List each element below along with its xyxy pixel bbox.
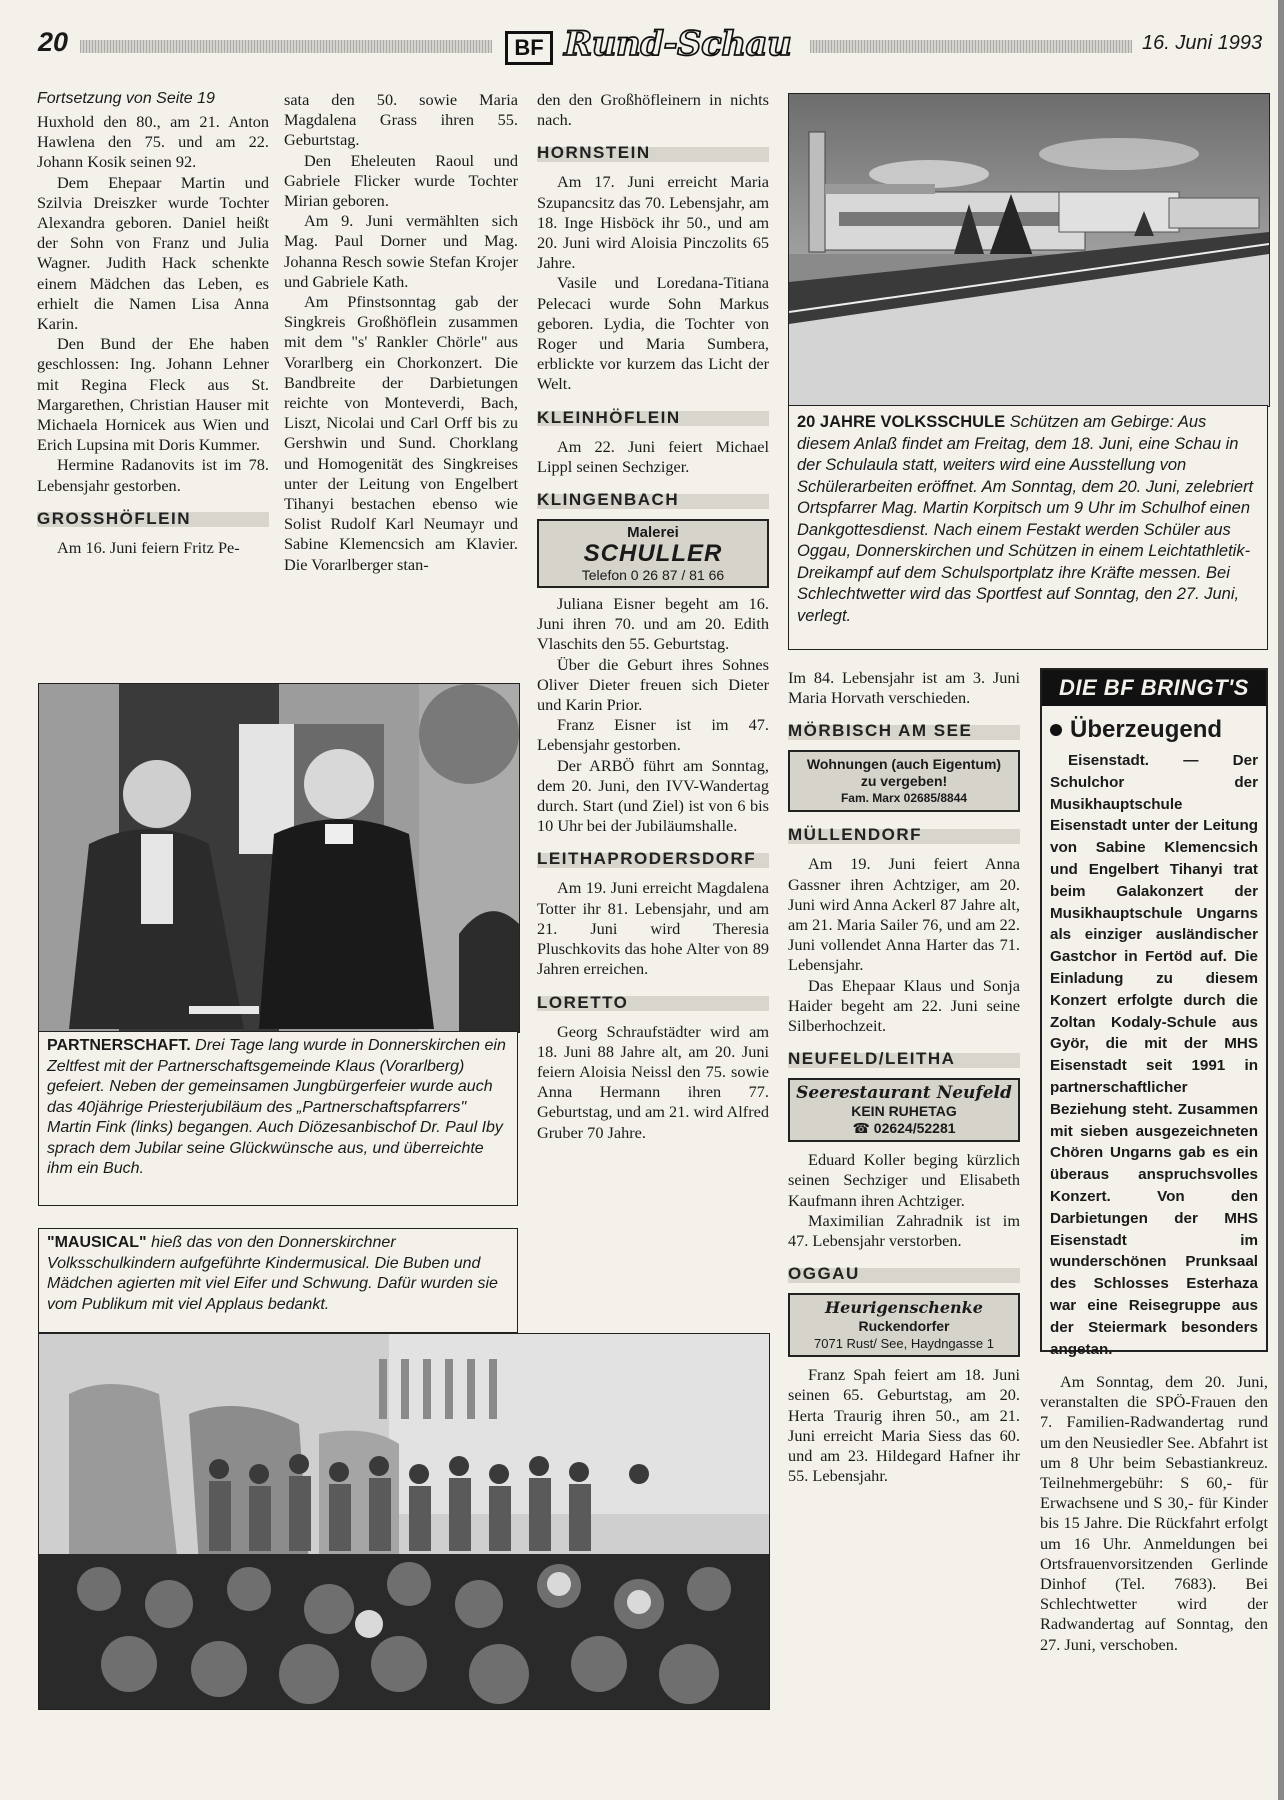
col3-paragraph: Am 22. Juni feiert Michael Lippl seinen Sechziger. <box>537 436 769 476</box>
caption-text: Drei Tage lang wurde in Donnerskirchen ein Zeltfest mit der Partnerschaftsgemeinde Klaus (Vorarlberg) gefeiert. Neben der gemeinsamen Jungbürgerfeier wurde auch das 40jährige Priesterjubiläum des „Partnerschaftspfarrers" Martin Fink (links) begangen. Auch Diözesanbischof Dr. Paul Iby sprach dem Jubilar seine Glückwünsche aus, und überreichte ihm ein Buch. <box>47 1037 506 1177</box>
col5-paragraph: Am Sonntag, dem 20. Juni, veranstalten die SPÖ-Frauen den 7. Familien-Radwandertag rund um den Neusiedler See. Abfahrt ist um 8 Uhr beim Sebastiankreuz. Teilnehmergebühr: S 60,- für Erwachsene und S 30,- für Kinder bis 15 Jahre. Die Rückfahrt erfolgt um 16 Uhr. Anmeldungen bei Ortsfrauenvorsitzenden Gerlinde Dinhof (Tel. 7683). Bei Schlechtwetter wird der Radwandertag auf Sonntag, den 27. Juni, verschoben. <box>1040 1372 1268 1654</box>
caption-text: hieß das von den Donnerskirchner Volksschulkindern aufgeführte Kindermusical. Die Buben und Mädchen agierten mit viel Eifer und Schwung. Dafür wurden sie vom Publikum mit viel Applaus bedankt. <box>47 1234 498 1313</box>
ad-heurigenschenke <box>788 1293 1020 1357</box>
ad-line: ☎ 02624/52281 <box>852 1120 956 1137</box>
col4-paragraph: Am 19. Juni feiert Anna Gassner ihren Achtziger, am 20. Juni wird Anna Ackerl 87 Jahre alt, am 21. Maria Sailer 76, und am 22. Juni vollendet Anna Harter das 71. Lebensjahr. <box>788 854 1020 975</box>
musical-photo <box>38 1333 770 1710</box>
school-building-photo <box>788 93 1270 407</box>
rundschau-logo: Rund-Schau <box>564 24 792 64</box>
col4-paragraph: Franz Spah feiert am 18. Juni seinen 65. Geburtstag, am 20. Herta Traurig ihren 50., am 21. Juni erreicht Maria Siess das 60. und am 23. Hildegard Hafner ihr 55. Lebensjahr. <box>788 1365 1020 1486</box>
ad-line: Fam. Marx 02685/8844 <box>840 791 968 806</box>
section-heading-klingenbach: KLINGENBACH <box>537 487 769 513</box>
section-heading-loretto: LORETTO <box>537 990 769 1016</box>
ad-line: KEIN RUHETAG <box>851 1103 957 1120</box>
caption-bold: "MAUSICAL" <box>47 1234 147 1251</box>
col3-paragraph: Franz Eisner ist im 47. Lebensjahr gestorben. <box>537 715 769 755</box>
column-3 <box>537 90 769 1143</box>
bf-bringts-box <box>1040 668 1268 1358</box>
school-building-image <box>789 94 1269 406</box>
col2-paragraph: Am 9. Juni vermählten sich Mag. Paul Dorner und Mag. Johanna Resch sowie Stefan Krojer und Gabriele Kath. <box>284 211 518 291</box>
caption-text: Schützen am Gebirge: Aus diesem Anlaß findet am Freitag, dem 18. Juni, eine Schau in der Schulaula statt, weiters wird eine Ausstellung von Schülerarbeiten eröffnet. Am Sonntag, dem 20. Juni, zelebriert Ortspfarrer Mag. Martin Korpitsch um 9 Uhr im Schulhof einen Dankgottesdienst. Nach einem Festakt werden Schüler aus Oggau, Donnerskirchen und Schützen in einem Leichtathletik-Dreikampf auf dem Schulsportplatz ihre Kräfte messen. Bei Schlechtwetter wird das Sportfest auf Sonntag, den 27. Juni, verlegt. <box>797 413 1254 625</box>
section-heading-grosshoeflein: GROSSHÖFLEIN <box>37 506 269 532</box>
section-heading-neufeld: NEUFELD/LEITHA <box>788 1046 1020 1072</box>
ad-seerestaurant <box>788 1078 1020 1142</box>
col1-paragraph: Den Bund der Ehe haben geschlossen: Ing. Johann Lehner mit Regina Fleck aus St. Margarethen, Christian Hauser mit Michaela Hornicek aus Wien und Erich Lupsina mit Doris Kummer. <box>37 334 269 455</box>
bf-logo <box>505 31 553 65</box>
bf-logo-text: BF <box>514 35 544 60</box>
box-header: DIE BF BRINGT'S <box>1042 670 1266 706</box>
col1-paragraph: Dem Ehepaar Martin und Szilvia Dreiszker wurde Tochter Alexandra geboren. Daniel heißt der Sohn von Franz und Julia Wagner. Judith Hack schenkte einem Mädchen das Leben, es erhielt die Namen Lisa Anna Karin. <box>37 172 269 334</box>
section-heading-muellendorf: MÜLLENDORF <box>788 822 1020 848</box>
ad-line: 7071 Rust/ See, Haydngasse 1 <box>814 1336 994 1352</box>
ad-line: Wohnungen (auch Eigentum) <box>806 756 1002 773</box>
col2-paragraph: Den Eheleuten Raoul und Gabriele Flicker wurde Tochter Mirian geboren. <box>284 150 518 211</box>
ad-line: Telefon 0 26 87 / 81 66 <box>581 567 725 584</box>
col3-paragraph: Am 17. Juni erreicht Maria Szupancsitz das 70. Lebensjahr, am 18. Inge Hisböck ihr 50., und am 20. Juni wird Aloisia Pinczolits 65 Jahre. <box>537 172 769 273</box>
caption-bold: 20 JAHRE VOLKSSCHULE <box>797 413 1006 431</box>
partnerschaft-caption <box>38 1031 518 1206</box>
ad-malerei-schuller <box>537 519 769 588</box>
box-text: Eisenstadt. — Der Schulchor der Musikhauptschule Eisenstadt unter der Leitung von Sabine Klemencsich und Engelbert Tihanyi trat beim Galakonzert der Musikhauptschule Ungarns als einziger ausländischer Gastchor in Fertöd auf. Die Einladung zu diesem Konzert erfolgte durch die Zoltan Kodaly-Schule aus Györ, die mit der MHS Eisenstadt seit 1991 in partnerschaftlicher Beziehung steht. Zusammen mit sieben ausgezeichneten Chören Ungarns gab es ein überaus anspruchsvolles Konzert. Von den Darbietungen der MHS Eisenstadt im wunderschönen Prunksaal des Schlosses Esterhaza war eine Reisegruppe aus der Steiermark besonders angetan. <box>1050 752 1258 1358</box>
partnerschaft-image <box>39 684 519 1032</box>
col2-paragraph: sata den 50. sowie Maria Magdalena Grass ihren 55. Geburtstag. <box>284 90 518 150</box>
col1-paragraph: Huxhold den 80., am 21. Anton Hawlena den 75. und am 22. Johann Kosik seinen 92. <box>37 112 269 172</box>
caption-bold: PARTNERSCHAFT. <box>47 1037 191 1054</box>
col4-paragraph: Eduard Koller beging kürzlich seinen Sechziger und Elisabeth Kaufmann ihren Achtziger. <box>788 1150 1020 1210</box>
col4-paragraph: Im 84. Lebensjahr ist am 3. Juni Maria Horvath verschieden. <box>788 668 1020 708</box>
ad-wohnungen <box>788 750 1020 812</box>
header-rule-right <box>810 40 1132 53</box>
col3-paragraph: Der ARBÖ führt am Sonntag, dem 20. Juni, den IVV-Wandertag durch. Start (und Ziel) ist von 6 bis 10 Uhr bei der Jubiläumshalle. <box>537 755 769 836</box>
section-heading-moerbisch: MÖRBISCH AM SEE <box>788 718 1020 744</box>
section-heading-leithaprodersdorf: LEITHAPRODERSDORF <box>537 846 769 872</box>
musical-image <box>39 1334 769 1709</box>
header-rule-left <box>80 40 492 53</box>
column-1 <box>37 90 269 558</box>
column-5 <box>1040 1372 1268 1655</box>
bullet-icon <box>1050 724 1062 736</box>
ad-line: Heurigenschenke <box>825 1298 983 1318</box>
page-number: 20 <box>38 27 69 57</box>
section-heading-oggau: OGGAU <box>788 1261 1020 1287</box>
col4-paragraph: Maximilian Zahradnik ist im 47. Lebensjahr verstorben. <box>788 1210 1020 1251</box>
col4-paragraph: Das Ehepaar Klaus und Sonja Haider begeht am 22. Juni seine Silberhochzeit. <box>788 975 1020 1036</box>
column-4 <box>788 668 1020 1486</box>
col1-paragraph: Hermine Radanovits ist im 78. Lebensjahr gestorben. <box>37 455 269 495</box>
ad-line: SCHULLER <box>583 540 723 568</box>
ad-line: Ruckendorfer <box>858 1318 950 1335</box>
ad-line: Malerei <box>627 524 679 542</box>
box-title: Überzeugend <box>1070 716 1223 743</box>
col3-paragraph: Am 19. Juni erreicht Magdalena Totter ihr 81. Lebensjahr, und am 21. Juni wird Theresia Pluschkovits das hohe Alter von 89 Jahren erreichen. <box>537 878 769 979</box>
col3-paragraph: Georg Schraufstädter wird am 18. Juni 88 Jahre alt, am 20. Juni feiern Aloisia Neissl den 75. sowie Anna Hermann ihren 77. Geburtstag, und am 21. wird Alfred Gruber 70 Jahre. <box>537 1021 769 1142</box>
section-heading-kleinhoeflein: KLEINHÖFLEIN <box>537 405 769 431</box>
partnerschaft-photo <box>38 683 520 1033</box>
column-2 <box>284 90 518 575</box>
col3-paragraph: Juliana Eisner begeht am 16. Juni ihren 70. und am 20. Edith Vlaschits den 55. Geburtstag. <box>537 594 769 654</box>
section-heading-hornstein: HORNSTEIN <box>537 140 769 166</box>
col3-paragraph: Über die Geburt ihres Sohnes Oliver Dieter freuen sich Dieter und Karin Prior. <box>537 654 769 715</box>
school-photo-caption <box>788 405 1268 650</box>
col2-paragraph: Am Pfinstsonntag gab der Singkreis Großhöflein zusammen mit dem "s' Rankler Chörle" aus Vorarlberg ein Chorkonzert. Die Bandbreite der Darbietungen reichte von Monteverdi, Bach, Liszt, Nicolai und Carl Orff bis zu Gershwin und Sund. Chorklang und Homogenität des Singkreises unter der Leitung von Engelbert Tihanyi bestachen ebenso wie Solist Rudolf Karl Neumayr und Sabine Klemencsich am Klavier. Die Vorarlberger stan- <box>284 292 518 574</box>
ad-line: Seerestaurant Neufeld <box>796 1083 1012 1104</box>
issue-date: 16. Juni 1993 <box>1142 32 1263 54</box>
col3-paragraph: den den Großhöfleinern in nichts nach. <box>537 90 769 130</box>
col3-paragraph: Vasile und Loredana-Titiana Pelecaci wurde Sohn Markus geboren. Lydia, die Tochter von Roger und Maria Sumbera, erblickte vor kurzem das Licht der Welt. <box>537 273 769 394</box>
page-edge <box>1278 0 1284 1800</box>
ad-line: zu vergeben! <box>860 773 948 790</box>
continued-note: Fortsetzung von Seite 19 <box>37 90 215 107</box>
box-title-row <box>1050 716 1258 744</box>
musical-caption <box>38 1228 518 1333</box>
col1-paragraph: Am 16. Juni feiern Fritz Pe- <box>57 537 240 557</box>
